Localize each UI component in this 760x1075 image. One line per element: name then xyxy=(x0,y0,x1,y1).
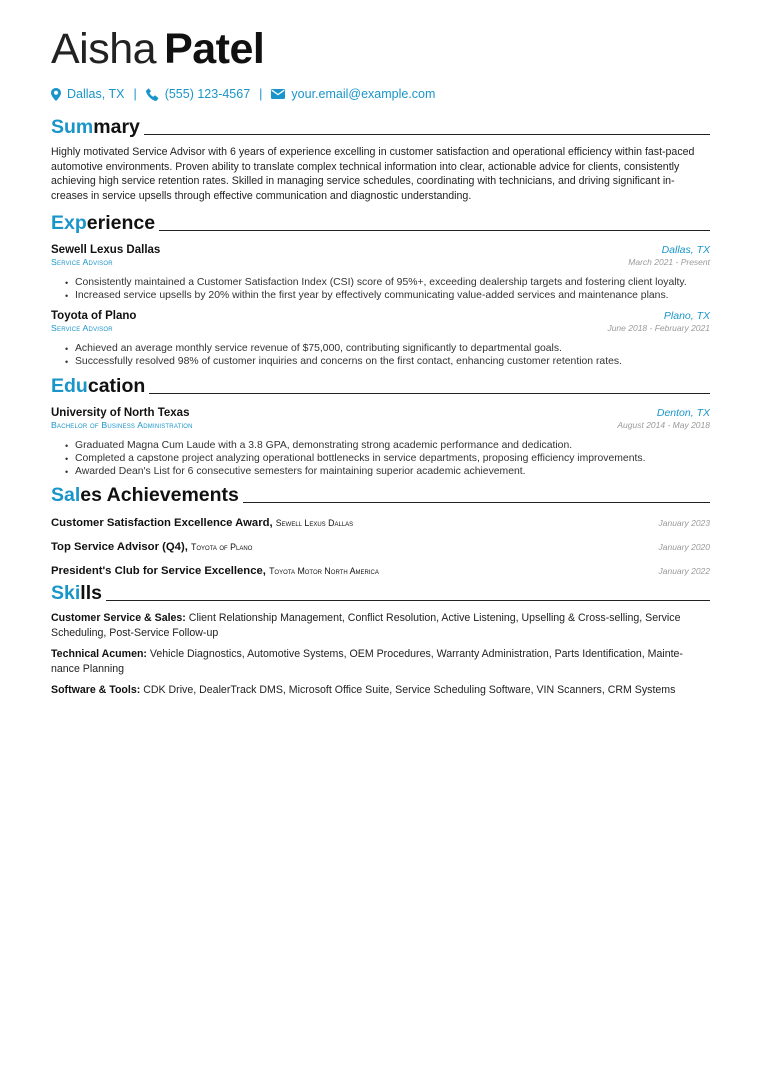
section-rule xyxy=(144,134,710,135)
separator: | xyxy=(133,87,137,101)
contact-location xyxy=(51,87,124,101)
title-rest: mary xyxy=(93,116,140,138)
title-accent: Sum xyxy=(51,116,94,138)
separator: | xyxy=(259,87,263,101)
achievement-item: Top Service Advisor (Q4), Toyota of Plano January 2020 xyxy=(51,541,710,554)
bullet-list xyxy=(51,440,710,478)
school-name: University of North Texas xyxy=(51,407,190,420)
achievements-heading xyxy=(51,484,710,506)
achievement-item: President's Club for Service Excellence, Toyota Motor North America January 2022 xyxy=(51,565,710,578)
skill-group xyxy=(51,647,710,676)
bullet-item: • Awarded Dean's List for 6 consecutive semesters for maintaining superior academic achievement. xyxy=(75,466,710,479)
skill-values: CDK Drive, DealerTrack DMS, Microsoft Office Suite, Service Scheduling Software, VIN Scanners, CRM Systems xyxy=(143,684,676,697)
section-rule xyxy=(149,393,710,394)
location-text: Dallas, TX xyxy=(67,87,125,101)
job-title: Service Advisor xyxy=(51,323,113,334)
employer-name: Sewell Lexus Dallas xyxy=(51,244,161,256)
contact-email[interactable] xyxy=(271,87,435,101)
candidate-name xyxy=(51,22,710,76)
skill-label: Software & Tools: xyxy=(51,684,141,697)
bullet-item: • Graduated Magna Cum Laude with a 3.8 GPA, demonstrating strong academic performance and dedication. xyxy=(75,440,710,453)
section-title xyxy=(51,582,102,604)
title-accent: Sal xyxy=(51,484,81,507)
section-title xyxy=(51,116,140,138)
resume-content xyxy=(51,22,710,698)
degree-name: Bachelor of Business Administration xyxy=(51,420,193,431)
envelope-icon xyxy=(271,89,285,99)
award-date: January 2020 xyxy=(658,542,710,553)
phone-text: (555) 123-4567 xyxy=(164,87,251,101)
title-accent: Edu xyxy=(51,375,88,398)
last-name: Patel xyxy=(164,25,265,73)
school-location: Denton, TX xyxy=(656,407,710,420)
title-rest: erience xyxy=(86,212,156,234)
contact-line xyxy=(51,86,710,102)
summary-text: Highly motivated Service Advisor with 6 years of experience excelling in customer satisfaction and operational efficiency within fast-paced automotive environments. Proven ability to translate complex technical information into clear, actionable advice for clients, consistently achieving high service retention rates. Skilled in managing service schedules, coordinating with technicians, and driving significant in-creases in service upsells through effective communication and diagnostic understanding. xyxy=(51,146,695,202)
section-rule xyxy=(159,230,710,231)
skill-values: Client Relationship Management, Conflict Resolution, Active Listening, Upselling & Cross-selling, Service Scheduling, Post-Service Follow-up xyxy=(51,612,681,639)
job-location: Plano, TX xyxy=(663,310,710,323)
section-rule xyxy=(243,502,710,503)
experience-entry xyxy=(51,310,710,368)
bullet-item: • Completed a capstone project analyzing operational bottlenecks in service departments, proposing efficiency improvements. xyxy=(75,453,710,466)
title-rest: es Achievements xyxy=(80,484,239,507)
bullet-list xyxy=(51,343,710,368)
section-rule xyxy=(106,600,710,601)
title-accent: Exp xyxy=(51,212,87,234)
skill-group xyxy=(51,611,710,640)
section-title xyxy=(51,375,145,397)
award-title: Customer Satisfaction Excellence Award xyxy=(51,517,270,530)
skill-label: Technical Acumen: xyxy=(51,648,147,661)
education-heading xyxy=(51,375,710,397)
bullet-item: • Achieved an average monthly service revenue of $75,000, contributing significantly to departmental goals. xyxy=(75,343,710,356)
section-title xyxy=(51,212,155,234)
contact-phone[interactable] xyxy=(146,87,250,101)
phone-icon xyxy=(146,88,159,101)
bullet-list xyxy=(51,277,710,302)
bullet-item: • Successfully resolved 98% of customer inquiries and concerns on the first contact, enhancing customer retention rates. xyxy=(75,356,710,369)
skill-group xyxy=(51,683,710,698)
skills-heading xyxy=(51,582,710,604)
award-title: President's Club for Service Excellence xyxy=(51,565,263,578)
title-rest: lls xyxy=(80,582,102,605)
first-name: Aisha xyxy=(51,25,157,73)
title-accent: Ski xyxy=(51,582,81,605)
award-org: Sewell Lexus Dallas xyxy=(275,518,354,529)
bullet-item: • Increased service upsells by 20% within the first year by effectively communicating value-added services and maintenance plans. xyxy=(75,290,710,303)
skill-values: Vehicle Diagnostics, Automotive Systems, OEM Procedures, Warranty Administration, Parts Identification, Mainte-nance Planning xyxy=(51,648,683,675)
award-date: January 2022 xyxy=(658,566,710,577)
map-marker-icon xyxy=(51,88,61,101)
award-org: Toyota Motor North America xyxy=(269,566,379,577)
job-location: Dallas, TX xyxy=(661,244,710,256)
email-link: your.email@example.com xyxy=(291,87,436,101)
experience-entry xyxy=(51,244,710,302)
experience-heading xyxy=(51,212,710,234)
school-dates: August 2014 - May 2018 xyxy=(617,420,710,431)
bullet-item: • Consistently maintained a Customer Satisfaction Index (CSI) score of 95%+, exceeding dealership targets and fostering client loyalty. xyxy=(75,277,710,290)
achievement-item: Customer Satisfaction Excellence Award, Sewell Lexus Dallas January 2023 xyxy=(51,517,710,530)
job-title: Service Advisor xyxy=(51,257,113,267)
section-title xyxy=(51,484,239,506)
award-title: Top Service Advisor (Q4) xyxy=(51,541,185,554)
summary-heading xyxy=(51,116,710,138)
employer-name: Toyota of Plano xyxy=(51,310,137,323)
title-rest: cation xyxy=(87,375,146,398)
skill-label: Customer Service & Sales: xyxy=(51,612,186,625)
award-org: Toyota of Plano xyxy=(191,542,253,553)
award-date: January 2023 xyxy=(658,518,710,529)
job-dates: June 2018 - February 2021 xyxy=(607,323,710,334)
education-entry xyxy=(51,407,710,478)
job-dates: March 2021 - Present xyxy=(628,257,710,267)
